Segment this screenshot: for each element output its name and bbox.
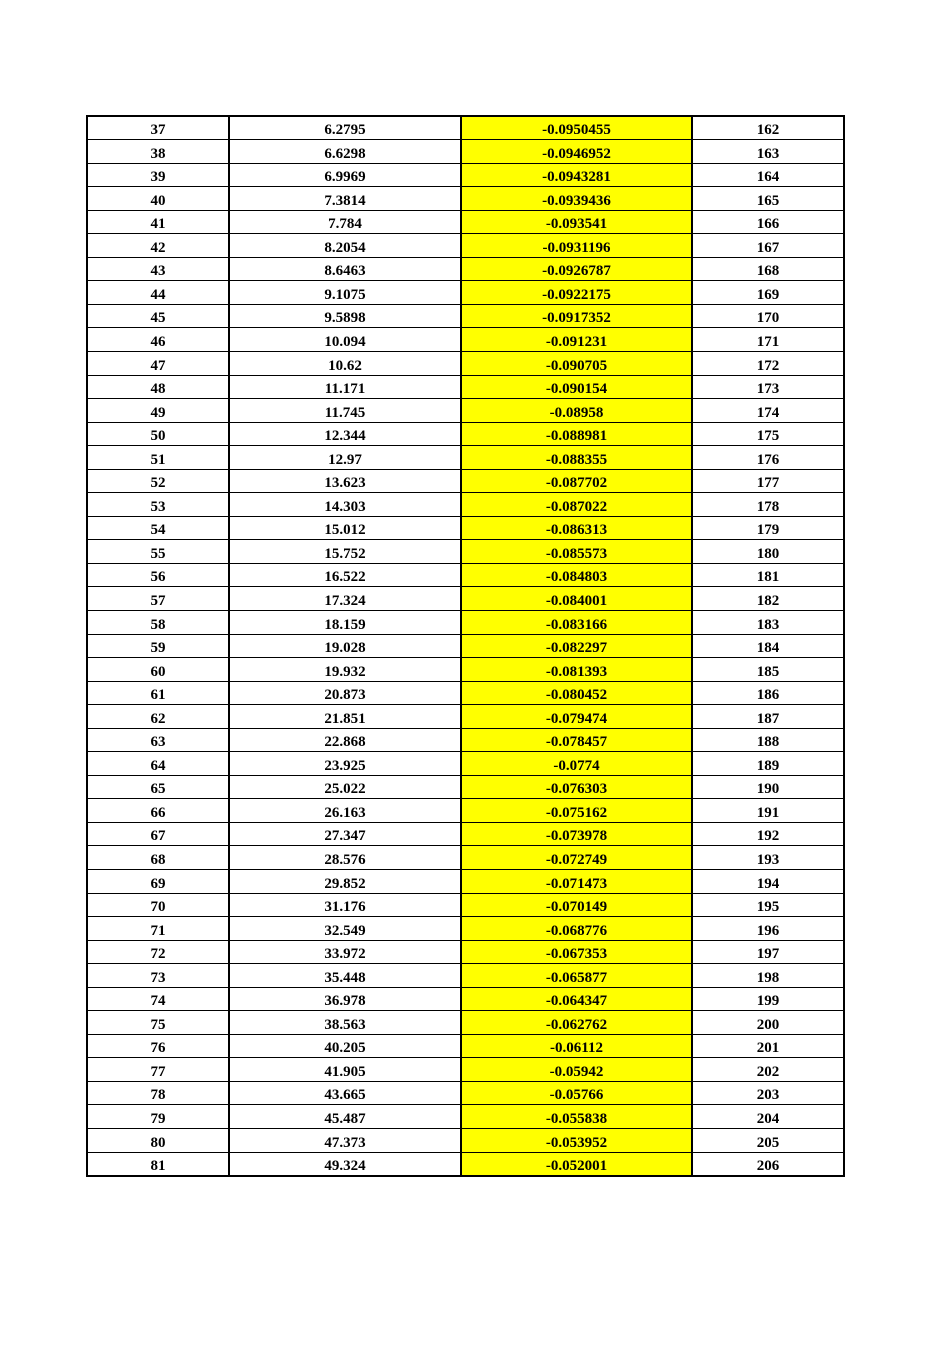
value-cell: 25.022: [229, 775, 461, 799]
value-cell: 22.868: [229, 728, 461, 752]
index-cell: 48: [87, 375, 229, 399]
highlighted-value-cell: -0.070149: [461, 893, 692, 917]
highlighted-value-cell: -0.075162: [461, 799, 692, 823]
table-row: [87, 563, 844, 587]
number-cell: 169: [692, 281, 844, 305]
index-cell: 54: [87, 516, 229, 540]
table-row: [87, 304, 844, 328]
value-cell: 32.549: [229, 917, 461, 941]
index-cell: 52: [87, 469, 229, 493]
index-cell: 46: [87, 328, 229, 352]
highlighted-value-cell: -0.053952: [461, 1129, 692, 1153]
index-cell: 71: [87, 917, 229, 941]
table-row: [87, 422, 844, 446]
number-cell: 167: [692, 234, 844, 258]
highlighted-value-cell: -0.0917352: [461, 304, 692, 328]
number-cell: 174: [692, 399, 844, 423]
table-row: [87, 846, 844, 870]
highlighted-value-cell: -0.0946952: [461, 140, 692, 164]
table-row: [87, 1152, 844, 1176]
value-cell: 29.852: [229, 870, 461, 894]
table-row: [87, 399, 844, 423]
highlighted-value-cell: -0.0950455: [461, 116, 692, 140]
table-row: [87, 234, 844, 258]
number-cell: 199: [692, 987, 844, 1011]
number-cell: 170: [692, 304, 844, 328]
table-row: [87, 1058, 844, 1082]
number-cell: 177: [692, 469, 844, 493]
number-cell: 189: [692, 752, 844, 776]
number-cell: 184: [692, 634, 844, 658]
table-row: [87, 328, 844, 352]
value-cell: 31.176: [229, 893, 461, 917]
table-row: [87, 940, 844, 964]
number-cell: 187: [692, 705, 844, 729]
highlighted-value-cell: -0.091231: [461, 328, 692, 352]
number-cell: 163: [692, 140, 844, 164]
number-cell: 194: [692, 870, 844, 894]
highlighted-value-cell: -0.05942: [461, 1058, 692, 1082]
index-cell: 65: [87, 775, 229, 799]
highlighted-value-cell: -0.090154: [461, 375, 692, 399]
highlighted-value-cell: -0.055838: [461, 1105, 692, 1129]
number-cell: 175: [692, 422, 844, 446]
highlighted-value-cell: -0.071473: [461, 870, 692, 894]
table-row: [87, 140, 844, 164]
index-cell: 77: [87, 1058, 229, 1082]
index-cell: 72: [87, 940, 229, 964]
highlighted-value-cell: -0.093541: [461, 210, 692, 234]
index-cell: 58: [87, 610, 229, 634]
highlighted-value-cell: -0.080452: [461, 681, 692, 705]
value-cell: 33.972: [229, 940, 461, 964]
number-cell: 165: [692, 187, 844, 211]
value-cell: 18.159: [229, 610, 461, 634]
index-cell: 60: [87, 658, 229, 682]
index-cell: 79: [87, 1105, 229, 1129]
table-row: [87, 1011, 844, 1035]
highlighted-value-cell: -0.076303: [461, 775, 692, 799]
index-cell: 64: [87, 752, 229, 776]
table-row: [87, 728, 844, 752]
value-cell: 41.905: [229, 1058, 461, 1082]
index-cell: 69: [87, 870, 229, 894]
highlighted-value-cell: -0.062762: [461, 1011, 692, 1035]
table-row: [87, 705, 844, 729]
value-cell: 17.324: [229, 587, 461, 611]
table-row: [87, 1034, 844, 1058]
value-cell: 15.752: [229, 540, 461, 564]
index-cell: 61: [87, 681, 229, 705]
index-cell: 57: [87, 587, 229, 611]
highlighted-value-cell: -0.085573: [461, 540, 692, 564]
value-cell: 19.932: [229, 658, 461, 682]
table-row: [87, 1129, 844, 1153]
number-cell: 191: [692, 799, 844, 823]
table-row: [87, 610, 844, 634]
number-cell: 198: [692, 964, 844, 988]
table-row: [87, 775, 844, 799]
table-row: [87, 116, 844, 140]
number-cell: 190: [692, 775, 844, 799]
index-cell: 49: [87, 399, 229, 423]
index-cell: 68: [87, 846, 229, 870]
value-cell: 40.205: [229, 1034, 461, 1058]
number-cell: 201: [692, 1034, 844, 1058]
table-row: [87, 540, 844, 564]
table-row: [87, 822, 844, 846]
highlighted-value-cell: -0.078457: [461, 728, 692, 752]
index-cell: 50: [87, 422, 229, 446]
value-cell: 6.2795: [229, 116, 461, 140]
value-cell: 12.344: [229, 422, 461, 446]
number-cell: 206: [692, 1152, 844, 1176]
table-row: [87, 870, 844, 894]
table-body: [87, 116, 844, 1176]
value-cell: 19.028: [229, 634, 461, 658]
data-table: [86, 115, 845, 1177]
table-row: [87, 799, 844, 823]
index-cell: 39: [87, 163, 229, 187]
value-cell: 21.851: [229, 705, 461, 729]
number-cell: 188: [692, 728, 844, 752]
highlighted-value-cell: -0.067353: [461, 940, 692, 964]
table-row: [87, 681, 844, 705]
value-cell: 27.347: [229, 822, 461, 846]
highlighted-value-cell: -0.0926787: [461, 257, 692, 281]
number-cell: 166: [692, 210, 844, 234]
highlighted-value-cell: -0.087702: [461, 469, 692, 493]
number-cell: 204: [692, 1105, 844, 1129]
index-cell: 81: [87, 1152, 229, 1176]
highlighted-value-cell: -0.082297: [461, 634, 692, 658]
table-row: [87, 281, 844, 305]
index-cell: 44: [87, 281, 229, 305]
table-row: [87, 446, 844, 470]
number-cell: 185: [692, 658, 844, 682]
value-cell: 11.745: [229, 399, 461, 423]
highlighted-value-cell: -0.0943281: [461, 163, 692, 187]
table-row: [87, 893, 844, 917]
highlighted-value-cell: -0.081393: [461, 658, 692, 682]
value-cell: 7.784: [229, 210, 461, 234]
number-cell: 200: [692, 1011, 844, 1035]
highlighted-value-cell: -0.0774: [461, 752, 692, 776]
value-cell: 23.925: [229, 752, 461, 776]
table-row: [87, 634, 844, 658]
value-cell: 45.487: [229, 1105, 461, 1129]
highlighted-value-cell: -0.06112: [461, 1034, 692, 1058]
number-cell: 176: [692, 446, 844, 470]
value-cell: 10.094: [229, 328, 461, 352]
number-cell: 205: [692, 1129, 844, 1153]
table-row: [87, 964, 844, 988]
value-cell: 35.448: [229, 964, 461, 988]
value-cell: 47.373: [229, 1129, 461, 1153]
value-cell: 10.62: [229, 351, 461, 375]
index-cell: 80: [87, 1129, 229, 1153]
number-cell: 196: [692, 917, 844, 941]
table-row: [87, 187, 844, 211]
number-cell: 168: [692, 257, 844, 281]
value-cell: 9.5898: [229, 304, 461, 328]
highlighted-value-cell: -0.088355: [461, 446, 692, 470]
number-cell: 183: [692, 610, 844, 634]
table-row: [87, 1105, 844, 1129]
value-cell: 28.576: [229, 846, 461, 870]
table-row: [87, 516, 844, 540]
index-cell: 63: [87, 728, 229, 752]
index-cell: 56: [87, 563, 229, 587]
index-cell: 62: [87, 705, 229, 729]
value-cell: 6.6298: [229, 140, 461, 164]
index-cell: 67: [87, 822, 229, 846]
index-cell: 66: [87, 799, 229, 823]
table-row: [87, 752, 844, 776]
number-cell: 172: [692, 351, 844, 375]
value-cell: 8.2054: [229, 234, 461, 258]
table-row: [87, 351, 844, 375]
value-cell: 9.1075: [229, 281, 461, 305]
highlighted-value-cell: -0.084001: [461, 587, 692, 611]
number-cell: 182: [692, 587, 844, 611]
highlighted-value-cell: -0.073978: [461, 822, 692, 846]
number-cell: 180: [692, 540, 844, 564]
highlighted-value-cell: -0.0922175: [461, 281, 692, 305]
table-row: [87, 587, 844, 611]
table-row: [87, 917, 844, 941]
index-cell: 78: [87, 1081, 229, 1105]
value-cell: 14.303: [229, 493, 461, 517]
number-cell: 178: [692, 493, 844, 517]
index-cell: 41: [87, 210, 229, 234]
table-row: [87, 658, 844, 682]
index-cell: 75: [87, 1011, 229, 1035]
number-cell: 192: [692, 822, 844, 846]
value-cell: 6.9969: [229, 163, 461, 187]
index-cell: 38: [87, 140, 229, 164]
table-row: [87, 257, 844, 281]
highlighted-value-cell: -0.083166: [461, 610, 692, 634]
value-cell: 43.665: [229, 1081, 461, 1105]
number-cell: 181: [692, 563, 844, 587]
highlighted-value-cell: -0.068776: [461, 917, 692, 941]
index-cell: 70: [87, 893, 229, 917]
number-cell: 195: [692, 893, 844, 917]
number-cell: 171: [692, 328, 844, 352]
index-cell: 73: [87, 964, 229, 988]
number-cell: 162: [692, 116, 844, 140]
highlighted-value-cell: -0.08958: [461, 399, 692, 423]
number-cell: 173: [692, 375, 844, 399]
value-cell: 49.324: [229, 1152, 461, 1176]
highlighted-value-cell: -0.05766: [461, 1081, 692, 1105]
number-cell: 186: [692, 681, 844, 705]
index-cell: 55: [87, 540, 229, 564]
value-cell: 26.163: [229, 799, 461, 823]
number-cell: 193: [692, 846, 844, 870]
value-cell: 7.3814: [229, 187, 461, 211]
table-row: [87, 469, 844, 493]
index-cell: 45: [87, 304, 229, 328]
highlighted-value-cell: -0.0931196: [461, 234, 692, 258]
highlighted-value-cell: -0.088981: [461, 422, 692, 446]
table-row: [87, 375, 844, 399]
value-cell: 20.873: [229, 681, 461, 705]
value-cell: 36.978: [229, 987, 461, 1011]
highlighted-value-cell: -0.064347: [461, 987, 692, 1011]
index-cell: 51: [87, 446, 229, 470]
table-row: [87, 493, 844, 517]
value-cell: 38.563: [229, 1011, 461, 1035]
index-cell: 37: [87, 116, 229, 140]
value-cell: 11.171: [229, 375, 461, 399]
highlighted-value-cell: -0.072749: [461, 846, 692, 870]
highlighted-value-cell: -0.079474: [461, 705, 692, 729]
index-cell: 43: [87, 257, 229, 281]
number-cell: 203: [692, 1081, 844, 1105]
highlighted-value-cell: -0.084803: [461, 563, 692, 587]
index-cell: 47: [87, 351, 229, 375]
highlighted-value-cell: -0.086313: [461, 516, 692, 540]
value-cell: 8.6463: [229, 257, 461, 281]
value-cell: 16.522: [229, 563, 461, 587]
table-row: [87, 1081, 844, 1105]
table-row: [87, 210, 844, 234]
index-cell: 74: [87, 987, 229, 1011]
highlighted-value-cell: -0.0939436: [461, 187, 692, 211]
number-cell: 197: [692, 940, 844, 964]
highlighted-value-cell: -0.052001: [461, 1152, 692, 1176]
table-row: [87, 163, 844, 187]
index-cell: 40: [87, 187, 229, 211]
number-cell: 179: [692, 516, 844, 540]
number-cell: 202: [692, 1058, 844, 1082]
index-cell: 59: [87, 634, 229, 658]
table-row: [87, 987, 844, 1011]
index-cell: 53: [87, 493, 229, 517]
value-cell: 12.97: [229, 446, 461, 470]
value-cell: 15.012: [229, 516, 461, 540]
index-cell: 42: [87, 234, 229, 258]
highlighted-value-cell: -0.065877: [461, 964, 692, 988]
highlighted-value-cell: -0.090705: [461, 351, 692, 375]
index-cell: 76: [87, 1034, 229, 1058]
value-cell: 13.623: [229, 469, 461, 493]
number-cell: 164: [692, 163, 844, 187]
highlighted-value-cell: -0.087022: [461, 493, 692, 517]
